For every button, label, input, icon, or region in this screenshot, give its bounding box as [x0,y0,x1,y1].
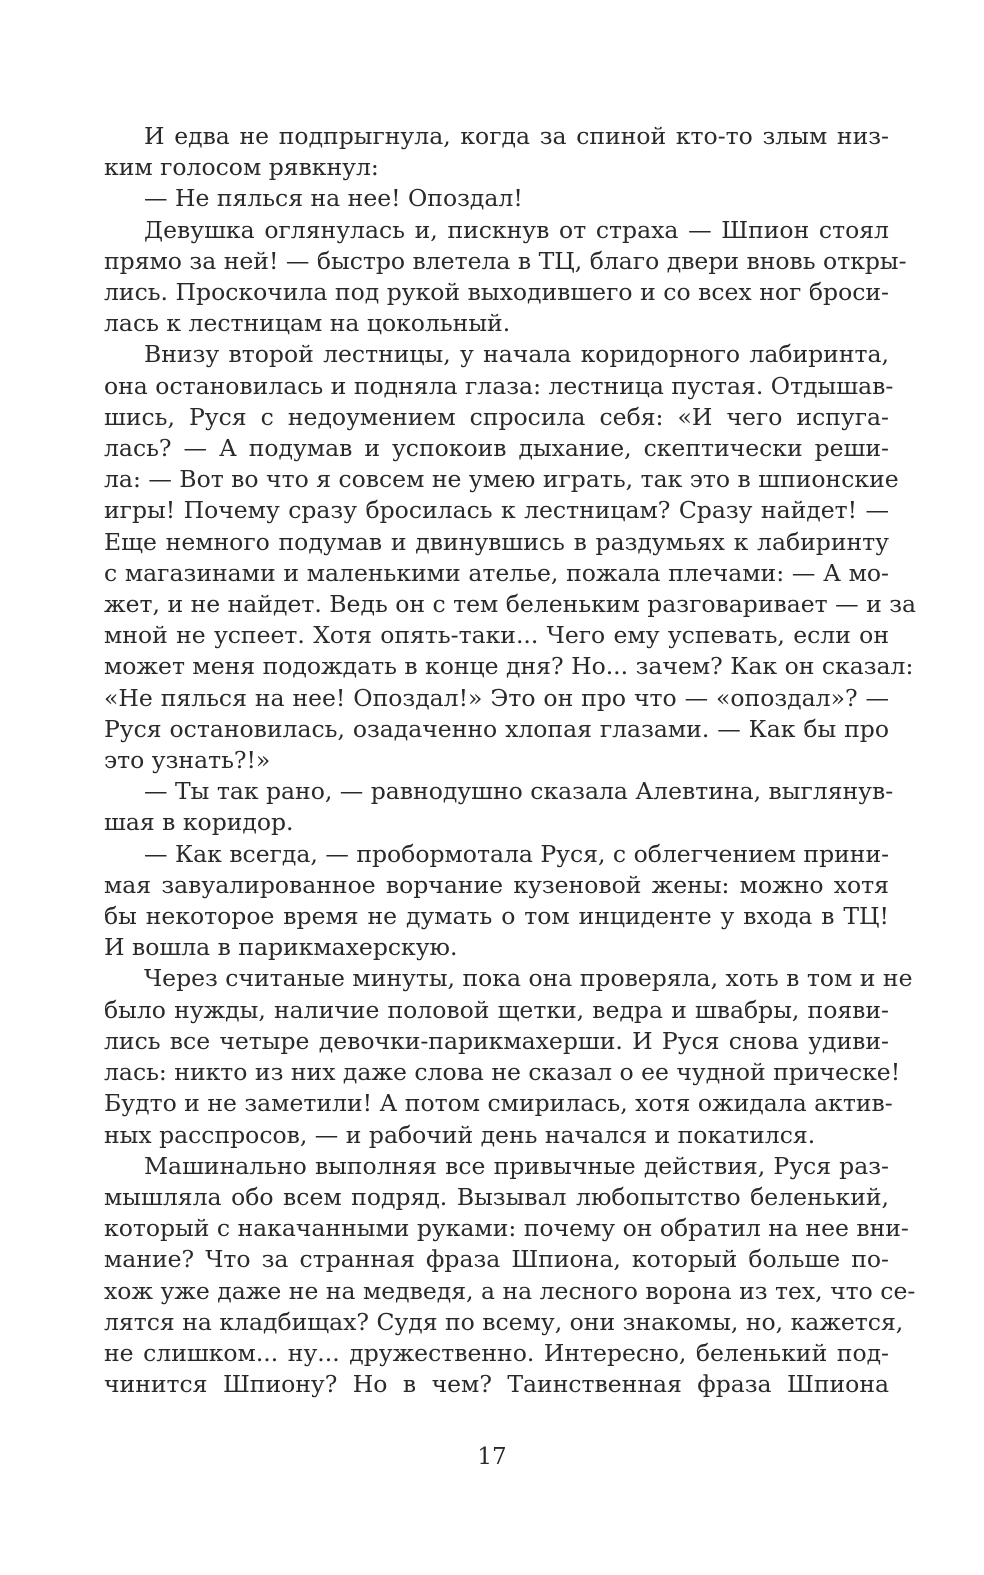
text-line: Внизу второй лестницы, у начала коридорного лабиринта, [144,340,889,369]
text-line: который с накачанными руками: почему он обратил на нее вни- [104,1214,909,1243]
paragraph [104,839,889,964]
paragraph [104,183,889,214]
paragraph [104,215,907,340]
text-line: было нужды, наличие половой щетки, ведра и швабры, появи- [104,995,889,1024]
text-line: не слишком... ну... дружественно. Интересно, беленький под- [104,1338,889,1367]
text-line: мание? Что за странная фраза Шпиона, который больше по- [104,1245,889,1274]
text-line: хож уже даже не на медведя, а на лесного ворона из тех, что се- [104,1276,916,1305]
text-line: мая завуалированное ворчание кузеновой жены: можно хотя [104,870,889,899]
text-line: шись, Руся с недоумением спросила себя: «И чего испуга- [104,402,889,431]
text-line: Через считаные минуты, пока она проверяла, хоть в том и не [144,964,913,993]
text-line: может меня подождать в конце дня? Но... зачем? Как он сказал: [104,652,914,681]
text-line: Еще немного подумав и двинувшись в раздумьях к лабиринту [104,527,889,556]
text-line: прямо за ней! — быстро влетела в ТЦ, благо двери вновь откры- [104,246,907,275]
text-line: она остановилась и подняла глаза: лестница пустая. Отдышав- [104,371,894,400]
text-line: шая в коридор. [104,808,294,837]
text-line: мышляла обо всем подряд. Вызывал любопытство беленький, [104,1182,889,1211]
paragraph [104,1151,916,1401]
text-line: И вошла в парикмахерскую. [104,933,458,962]
text-line: игры! Почему сразу бросилась к лестницам? Сразу найдет! — [104,496,889,525]
text-line: чинится Шпиону? Но в чем? Таинственная фраза Шпиона [104,1370,889,1399]
text-line: Руся остановилась, озадаченно хлопая глазами. — Как бы про [104,714,889,743]
paragraph [104,339,917,776]
text-line: Машинально выполняя все привычные действия, Руся раз- [144,1151,889,1180]
text-line: И едва не подпрыгнула, когда за спиной кто-то злым низ- [144,122,889,150]
text-line: Девушка оглянулась и, пискнув от страха — Шпион стоял [144,215,889,244]
text-line: — Как всегда, — пробормотала Руся, с облегчением прини- [144,839,890,868]
paragraph [104,121,889,183]
text-line: «Не пялься на нее! Опоздал!» Это он про что — «опоздал»? — [104,683,889,712]
paragraph [104,963,913,1150]
body-text [104,121,917,1400]
text-line: Будто и не заметили! А потом смирилась, хотя ожидала актив- [104,1089,893,1118]
text-line: лись. Проскочила под рукой выходившего и со всех ног броси- [104,278,889,307]
text-line: бы некоторое время не думать о том инциденте у входа в ТЦ! [104,902,889,931]
text-line: лась к лестницам на цокольный. [104,309,511,338]
paragraph [104,776,894,838]
text-line: это узнать?!» [104,746,271,775]
text-line: — Ты так рано, — равнодушно сказала Алевтина, выглянув- [144,777,894,806]
text-line: мной не успеет. Хотя опять-таки... Чего ему успевать, если он [104,621,889,650]
text-line: ла: — Вот во что я совсем не умею играть, так это в шпионские [104,465,899,494]
text-line: лись все четыре девочки-парикмахерши. И Руся снова удиви- [104,1026,889,1055]
text-line: с магазинами и маленькими ателье, пожала плечами: — А мо- [104,558,889,587]
text-line: жет, и не найдет. Ведь он с тем беленьким разговаривает — и за [104,590,917,619]
text-line: лась? — А подумав и успокоив дыхание, скептически реши- [104,434,889,463]
text-line: — Не пялься на нее! Опоздал! [144,184,523,213]
text-line: ким голосом рявкнул: [104,153,379,182]
text-line: ных расспросов, — и рабочий день начался и покатился. [104,1120,816,1149]
text-line: лась: никто из них даже слова не сказал о ее чудной прическе! [104,1058,901,1087]
page-number: 17 [477,1444,507,1470]
text-line: лятся на кладбищах? Судя по всему, они знакомы, но, кажется, [104,1307,904,1336]
